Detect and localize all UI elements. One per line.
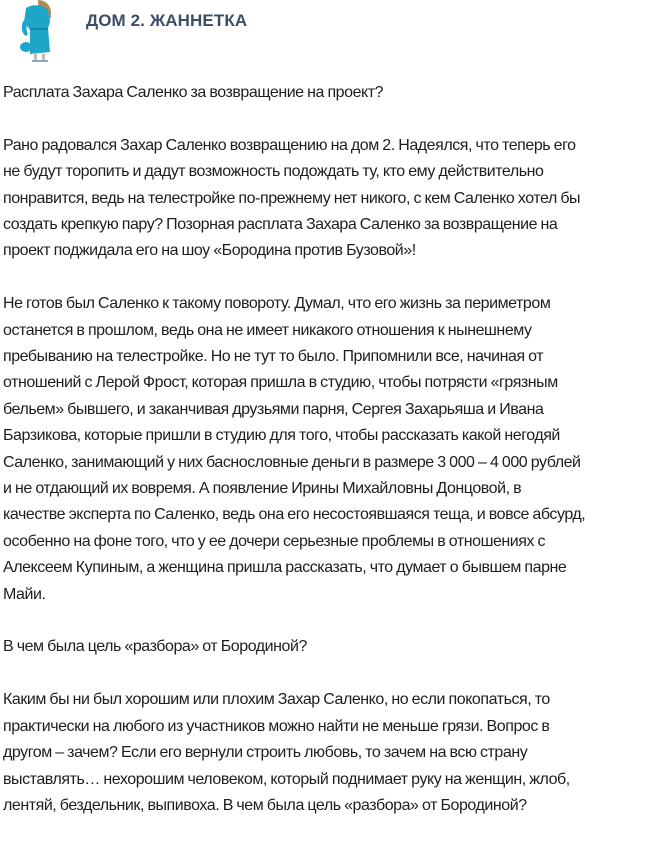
text-line: Алексеем Купиным, а женщина пришла рассказать, что думает о бывшем парне	[3, 559, 567, 577]
subheading: В чем была цель «разбора» от Бородиной?	[3, 638, 307, 656]
text-line: проект поджидала его на шоу «Бородина против Бузовой»!	[3, 242, 416, 260]
text-line: Не готов был Саленко к такому повороту. Думал, что его жизнь за периметром	[3, 295, 551, 313]
text-line: другом – зачем? Если его вернули строить любовь, то зачем на всю страну	[3, 744, 528, 762]
text-line: пребыванию на телестройке. Но не тут то было. Припомнили все, начиная от	[3, 348, 544, 366]
text-line: отношений с Лерой Фрост, которая пришла в студию, чтобы потрясти «грязным	[3, 374, 558, 392]
paragraph-2	[3, 291, 667, 608]
site-title[interactable]: ДОМ 2. ЖАННЕТКА	[86, 11, 248, 30]
text-line: останется в прошлом, ведь она не имеет никакого отношения к нынешнему	[3, 321, 532, 339]
text-line: бельем» бывшего, и заканчивая друзьями парня, Сергея Захарьяша и Ивана	[3, 400, 544, 418]
text-line: не будут торопить и дадут возможность подождать ту, кто ему действительно	[3, 163, 544, 181]
text-line: качестве эксперта по Саленко, ведь она его несостоявшаяся теща, и вовсе абсурд,	[3, 506, 586, 524]
text-line: Саленко, занимающий у них баснословные деньги в размере 3 000 – 4 000 рублей	[3, 453, 581, 471]
paragraph-1	[3, 133, 667, 265]
article-body	[3, 80, 667, 846]
text-line: понравится, ведь на телестройке по-прежнему нет никого, с кем Саленко хотел бы	[3, 189, 581, 207]
text-line: Барзикова, которые пришли в студию для того, чтобы рассказать какой негодяй	[3, 427, 560, 445]
text-line: лентяй, бездельник, выпивоха. В чем была цель «разбора» от Бородиной?	[3, 796, 527, 814]
text-line: выставлять… нехорошим человеком, который поднимает руку на женщин, жлоб,	[3, 770, 570, 788]
text-line: Майи.	[3, 585, 46, 603]
girl-in-blue-dress-image[interactable]	[18, 0, 58, 66]
text-line: Каким бы ни был хорошим или плохим Захар Саленко, но если покопаться, то	[3, 691, 550, 709]
text-line: создать крепкую пару? Позорная расплата Захара Саленко за возвращение на	[3, 216, 558, 234]
text-line: практически на любого из участников можно найти не меньше грязи. Вопрос в	[3, 717, 550, 735]
text-line: особенно на фоне того, что у ее дочери серьезные проблемы в отношениях с	[3, 532, 546, 550]
text-line: Рано радовался Захар Саленко возвращению на дом 2. Надеялся, что теперь его	[3, 136, 576, 154]
article-title: Расплата Захара Саленко за возвращение на проект?	[3, 84, 384, 101]
site-header	[0, 0, 670, 70]
text-line: и не отдающий их вовремя. А появление Ирины Михайловны Донцовой, в	[3, 480, 522, 498]
paragraph-3	[3, 687, 667, 819]
